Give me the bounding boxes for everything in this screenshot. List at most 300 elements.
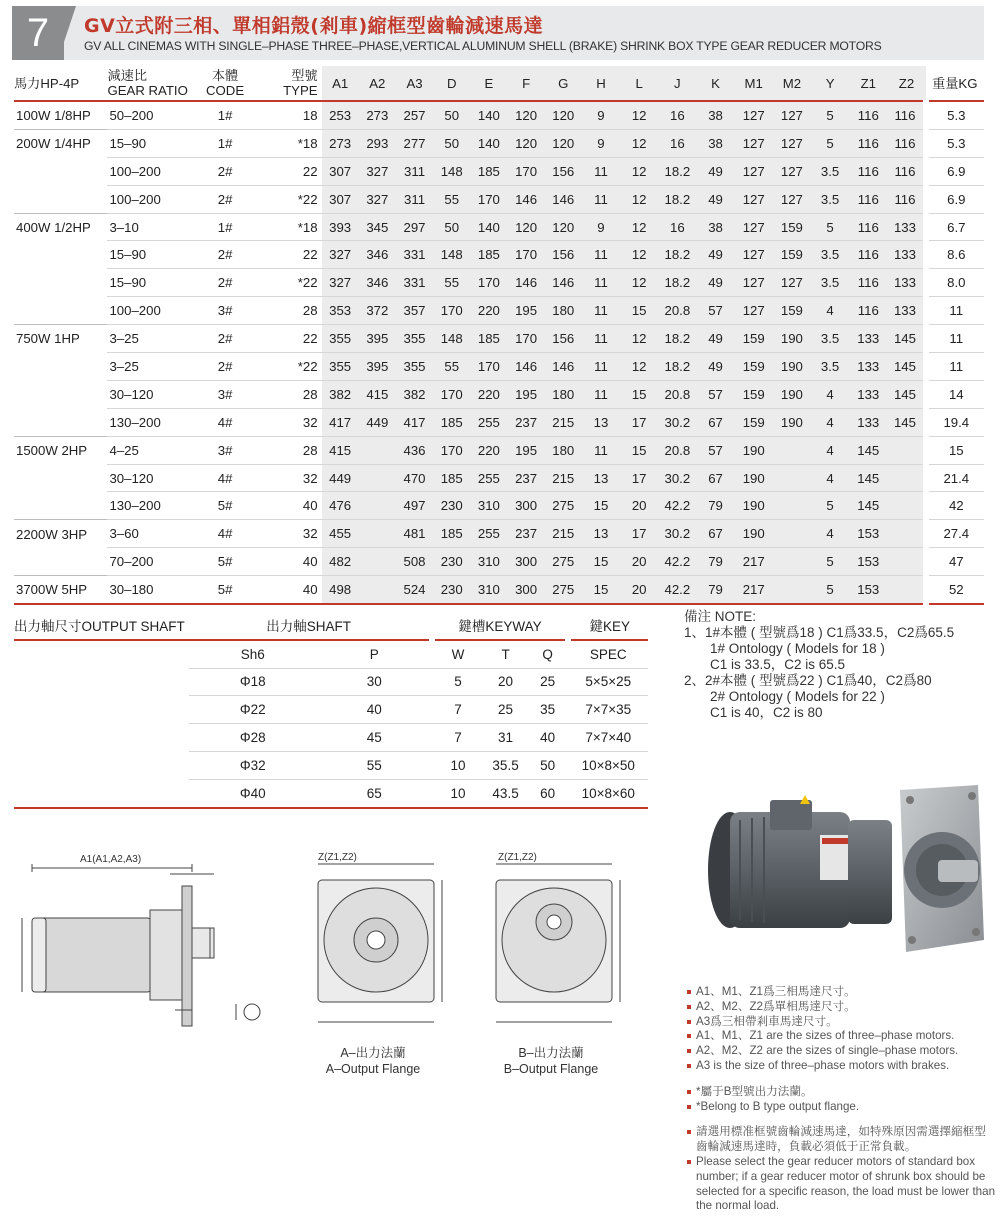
cell-dim: 67 [696, 408, 734, 436]
cell-type: 22 [257, 325, 321, 353]
cell-dim: 331 [396, 269, 433, 297]
cell-dim: 190 [735, 520, 773, 548]
cell-dim: 372 [359, 297, 396, 325]
col-dim: Z2 [887, 66, 925, 101]
cell-hp [14, 297, 107, 325]
cell-dim: 237 [508, 464, 545, 492]
col-hp: 馬力HP-4P [14, 66, 107, 101]
cell-hp [14, 353, 107, 381]
cell-ratio: 4–25 [107, 436, 192, 464]
cell-code: 5# [193, 492, 257, 520]
cell-dim: 3.5 [811, 241, 849, 269]
shaft-cell: 20 [484, 668, 527, 696]
cell-dim: 310 [470, 576, 507, 604]
cell-hp [14, 408, 107, 436]
cell-dim: 382 [396, 380, 433, 408]
cell-dim: 49 [696, 157, 734, 185]
cell-type: *18 [257, 129, 321, 157]
shaft-cell: 10×8×60 [568, 779, 648, 807]
cell-type: 32 [257, 464, 321, 492]
cell-dim [359, 464, 396, 492]
col-weight: 重量KG [926, 66, 984, 101]
cell-dim: 30.2 [658, 464, 696, 492]
cell-dim: 415 [322, 436, 359, 464]
cell-dim: 9 [582, 129, 620, 157]
cell-dim: 38 [696, 129, 734, 157]
cell-dim: 497 [396, 492, 433, 520]
shaft-cell: 7 [432, 724, 485, 752]
col-dim: Y [811, 66, 849, 101]
cell-dim: 355 [396, 353, 433, 381]
motor-body-outline [38, 918, 153, 992]
cell-weight: 11 [926, 325, 984, 353]
cell-dim: 180 [545, 436, 582, 464]
cell-dim: 4 [811, 436, 849, 464]
cell-dim: 331 [396, 241, 433, 269]
cell-dim: 133 [849, 353, 887, 381]
table-row [14, 269, 984, 297]
cell-dim: 476 [322, 492, 359, 520]
cell-dim: 220 [470, 297, 507, 325]
cell-code: 4# [193, 520, 257, 548]
shaft-cell: Φ40 [189, 779, 317, 807]
cell-dim: 153 [849, 520, 887, 548]
table-row [14, 185, 984, 213]
note-line: 2# Ontology ( Models for 22 ) [710, 689, 885, 704]
shaft-row [14, 751, 648, 779]
cell-dim [359, 576, 396, 604]
cell-dim: 327 [322, 269, 359, 297]
cell-ratio: 70–200 [107, 548, 192, 576]
cell-dim [773, 548, 811, 576]
legend-item: A1、M1、Z1 are the sizes of three–phase motors. [686, 1029, 996, 1044]
cell-hp: 1500W 2HP [14, 436, 107, 464]
table-row [14, 380, 984, 408]
legend-item: A1、M1、Z1爲三相馬達尺寸。 [686, 985, 996, 1000]
cell-dim: 148 [433, 325, 470, 353]
table-row [14, 464, 984, 492]
cell-dim [887, 492, 925, 520]
note-line: C1 is 33.5，C2 is 65.5 [710, 657, 846, 672]
cell-type: 40 [257, 548, 321, 576]
cell-dim: 42.2 [658, 576, 696, 604]
table-header-row [14, 66, 984, 101]
col-dim: H [582, 66, 620, 101]
col-sh6: Sh6 [189, 640, 317, 668]
cell-dim: 116 [887, 157, 925, 185]
shaft-cell: 43.5 [484, 779, 527, 807]
cell-dim: 220 [470, 380, 507, 408]
cell-dim: 195 [508, 380, 545, 408]
shaft-col-row [14, 640, 648, 668]
cell-type: *18 [257, 213, 321, 241]
cell-dim: 3.5 [811, 269, 849, 297]
cell-dim: 55 [433, 353, 470, 381]
cell-dim: 255 [470, 464, 507, 492]
cell-code: 5# [193, 548, 257, 576]
col-dim: G [545, 66, 582, 101]
shaft-cell: 7×7×35 [568, 696, 648, 724]
cell-dim: 277 [396, 129, 433, 157]
cell-weight: 14 [926, 380, 984, 408]
cell-hp [14, 548, 107, 576]
cell-dim: 133 [887, 269, 925, 297]
cell-weight: 5.3 [926, 129, 984, 157]
cell-dim: 15 [582, 576, 620, 604]
cell-dim: 159 [773, 213, 811, 241]
cell-dim: 3.5 [811, 157, 849, 185]
cell-hp [14, 241, 107, 269]
cell-dim: 57 [696, 380, 734, 408]
cell-dim: 15 [620, 436, 658, 464]
cell-dim: 116 [849, 157, 887, 185]
col-w: W [432, 640, 485, 668]
shaft-cell: 7×7×40 [568, 724, 648, 752]
cell-weight: 27.4 [926, 520, 984, 548]
cell-dim: 255 [470, 520, 507, 548]
cell-dim: 4 [811, 408, 849, 436]
cell-dim: 470 [396, 464, 433, 492]
cell-dim: 116 [849, 101, 887, 129]
cell-hp [14, 464, 107, 492]
cell-dim: 127 [735, 101, 773, 129]
cell-dim: 16 [658, 101, 696, 129]
group-keyway: 鍵槽KEYWAY [432, 612, 569, 640]
cell-dim: 508 [396, 548, 433, 576]
cell-dim: 395 [359, 325, 396, 353]
cell-dim: 116 [849, 185, 887, 213]
cell-dim: 5 [811, 492, 849, 520]
cell-dim: 180 [545, 297, 582, 325]
shaft-row [14, 779, 648, 807]
cell-weight: 6.9 [926, 185, 984, 213]
cell-dim: 50 [433, 213, 470, 241]
shaft-cell: Φ18 [189, 668, 317, 696]
cell-dim: 145 [849, 492, 887, 520]
cell-dim: 170 [470, 185, 507, 213]
cell-hp: 400W 1/2HP [14, 213, 107, 241]
cell-dim: 120 [545, 129, 582, 157]
col-dim: M1 [735, 66, 773, 101]
cell-dim: 159 [735, 353, 773, 381]
cell-dim [773, 464, 811, 492]
shaft-cell: 60 [527, 779, 569, 807]
cell-ratio: 15–90 [107, 129, 192, 157]
cell-dim: 190 [735, 492, 773, 520]
cell-dim: 15 [582, 548, 620, 576]
cell-dim: 49 [696, 269, 734, 297]
cell-dim [887, 436, 925, 464]
cell-dim: 5 [811, 101, 849, 129]
cell-dim: 195 [508, 436, 545, 464]
cell-dim: 11 [582, 269, 620, 297]
cell-dim: 11 [582, 157, 620, 185]
cell-dim: 159 [773, 297, 811, 325]
cell-dim: 140 [470, 101, 507, 129]
cell-dim: 127 [735, 297, 773, 325]
cell-dim: 230 [433, 492, 470, 520]
col-q: Q [527, 640, 569, 668]
shaft-cell: 50 [527, 751, 569, 779]
cell-dim: 3.5 [811, 185, 849, 213]
cell-dim [359, 492, 396, 520]
cell-dim: 127 [735, 157, 773, 185]
cell-dim: 159 [773, 241, 811, 269]
shaft-cell: 25 [484, 696, 527, 724]
cell-ratio: 15–90 [107, 269, 192, 297]
shaft-cell: 5×5×25 [568, 668, 648, 696]
cell-dim: 498 [322, 576, 359, 604]
cell-dim: 120 [508, 213, 545, 241]
col-dim: J [658, 66, 696, 101]
cell-dim: 140 [470, 213, 507, 241]
cell-dim: 12 [620, 185, 658, 213]
cell-dim: 170 [433, 380, 470, 408]
cell-dim: 311 [396, 185, 433, 213]
notes [684, 609, 994, 721]
cell-dim: 300 [508, 492, 545, 520]
cell-dim: 156 [545, 157, 582, 185]
cell-dim: 13 [582, 408, 620, 436]
table-row [14, 157, 984, 185]
cell-dim: 127 [735, 129, 773, 157]
shaft-cell: 65 [317, 779, 432, 807]
legend-item: A3 is the size of three–phase motors with brakes. [686, 1059, 996, 1074]
cell-dim: 310 [470, 492, 507, 520]
table-row [14, 297, 984, 325]
cell-dim: 15 [620, 380, 658, 408]
cell-dim: 12 [620, 241, 658, 269]
cell-dim: 50 [433, 101, 470, 129]
cell-dim: 297 [396, 213, 433, 241]
cell-hp [14, 269, 107, 297]
cell-dim: 11 [582, 297, 620, 325]
cell-weight: 15 [926, 436, 984, 464]
cell-dim: 481 [396, 520, 433, 548]
cell-code: 3# [193, 436, 257, 464]
col-dim: A2 [359, 66, 396, 101]
col-dim: L [620, 66, 658, 101]
cell-dim: 4 [811, 297, 849, 325]
cell-dim: 170 [508, 325, 545, 353]
cell-dim: 12 [620, 157, 658, 185]
col-type: 型號 TYPE [257, 66, 321, 101]
col-dim: E [470, 66, 507, 101]
cell-hp: 100W 1/8HP [16, 107, 91, 123]
cell-type: 22 [257, 241, 321, 269]
cell-code: 2# [193, 157, 257, 185]
cell-dim: 253 [322, 101, 359, 129]
shaft-cell: Φ22 [189, 696, 317, 724]
cell-code: 2# [193, 185, 257, 213]
cell-weight: 11 [926, 297, 984, 325]
cell-dim: 5 [811, 548, 849, 576]
cell-dim: 190 [735, 464, 773, 492]
cell-dim: 482 [322, 548, 359, 576]
legend-item: 請選用標准框號齒輪減速馬達，如特殊原因需選擇縮框型齒輪減速馬達時，負載必須低于正常負載。 [686, 1125, 996, 1155]
cell-dim: 12 [620, 325, 658, 353]
note-line: 1# Ontology ( Models for 18 ) [710, 641, 885, 656]
cell-dim: 190 [773, 325, 811, 353]
cell-dim: 116 [849, 241, 887, 269]
table-row [14, 241, 984, 269]
cell-dim: 215 [545, 464, 582, 492]
cell-dim: 133 [887, 241, 925, 269]
cell-ratio: 30–180 [107, 576, 192, 604]
cell-weight: 5.3 [926, 101, 984, 129]
cell-type: *22 [257, 185, 321, 213]
cell-code: 2# [193, 269, 257, 297]
cell-dim: 449 [322, 464, 359, 492]
table-row [14, 101, 984, 129]
cell-dim: 9 [582, 101, 620, 129]
cell-dim: 145 [887, 325, 925, 353]
shaft-cell: 35.5 [484, 751, 527, 779]
cell-dim: 524 [396, 576, 433, 604]
cell-dim: 67 [696, 520, 734, 548]
table-row [14, 492, 984, 520]
cell-dim: 170 [433, 436, 470, 464]
cell-dim [773, 576, 811, 604]
output-shaft-table [14, 612, 648, 809]
cell-dim: 393 [322, 213, 359, 241]
table-row [14, 520, 984, 548]
cell-code: 3# [193, 380, 257, 408]
cell-dim: 20.8 [658, 380, 696, 408]
cell-dim: 185 [470, 325, 507, 353]
cell-hp: 3700W 5HP [14, 576, 107, 604]
legend-item: Please select the gear reducer motors of standard box number; if a gear reducer motor of shrunk box should be selected for a specific reason, the load must be lower than the normal load. [686, 1155, 996, 1214]
cell-dim: 190 [773, 380, 811, 408]
cell-dim: 30.2 [658, 408, 696, 436]
col-dim: A3 [396, 66, 433, 101]
legend-item: A2、M2、Z2爲單相馬達尺寸。 [686, 1000, 996, 1015]
cell-type: *22 [257, 269, 321, 297]
cell-dim: 5 [811, 213, 849, 241]
cell-dim: 18.2 [658, 241, 696, 269]
cell-dim: 156 [545, 325, 582, 353]
cell-dim: 300 [508, 576, 545, 604]
cell-type: 28 [257, 380, 321, 408]
side-dim-label: A1(A1,A2,A3) [80, 854, 142, 865]
cell-dim: 15 [582, 492, 620, 520]
cell-dim: 153 [849, 548, 887, 576]
cell-dim: 190 [773, 353, 811, 381]
cell-dim [887, 576, 925, 604]
note-line: 1、1#本體 ( 型號爲18 ) C1爲33.5，C2爲65.5 [684, 625, 955, 640]
cell-weight: 6.9 [926, 157, 984, 185]
cell-dim: 185 [470, 241, 507, 269]
cell-dim: 13 [582, 520, 620, 548]
cell-dim: 382 [322, 380, 359, 408]
cell-dim: 257 [396, 101, 433, 129]
cell-dim: 127 [735, 269, 773, 297]
cell-dim: 116 [849, 213, 887, 241]
col-dim: A1 [322, 66, 359, 101]
section-number: 7 [12, 6, 64, 60]
cell-dim: 346 [359, 269, 396, 297]
cell-hp: 750W 1HP [14, 325, 107, 353]
cell-ratio: 130–200 [107, 408, 192, 436]
cell-dim: 12 [620, 101, 658, 129]
cell-dim: 145 [849, 464, 887, 492]
cell-dim [773, 492, 811, 520]
cell-type: 28 [257, 297, 321, 325]
cell-dim: 3.5 [811, 325, 849, 353]
dimension-table [14, 66, 984, 605]
cell-ratio: 130–200 [107, 492, 192, 520]
cell-ratio: 100–200 [107, 157, 192, 185]
cell-dim: 357 [396, 297, 433, 325]
cell-code: 3# [193, 297, 257, 325]
cell-hp [14, 492, 107, 520]
cell-dim: 20 [620, 576, 658, 604]
shaft-cell: 55 [317, 751, 432, 779]
table-row [14, 129, 984, 157]
cell-weight: 11 [926, 353, 984, 381]
cell-code: 1# [193, 101, 257, 129]
cell-hp: 2200W 3HP [14, 520, 107, 548]
cell-dim: 12 [620, 269, 658, 297]
header-slash [58, 6, 76, 60]
cell-dim: 20 [620, 492, 658, 520]
cell-dim: 170 [470, 269, 507, 297]
cell-dim: 49 [696, 353, 734, 381]
cell-dim: 355 [322, 325, 359, 353]
cell-dim: 140 [470, 129, 507, 157]
cell-dim: 116 [887, 129, 925, 157]
cell-dim: 18.2 [658, 185, 696, 213]
shaft-cell: 5 [432, 668, 485, 696]
shaft-cell: 25 [527, 668, 569, 696]
cell-dim [359, 520, 396, 548]
col-t: T [484, 640, 527, 668]
cell-dim: 133 [887, 213, 925, 241]
cell-dim: 190 [735, 436, 773, 464]
cell-dim: 145 [887, 408, 925, 436]
cell-dim: 18.2 [658, 269, 696, 297]
cell-dim: 353 [322, 297, 359, 325]
title-chinese: GV立式附三相、單相鋁殼(剎車)縮框型齒輪減速馬達 [84, 15, 544, 37]
cell-dim: 300 [508, 548, 545, 576]
cell-dim: 311 [396, 157, 433, 185]
cell-dim: 42.2 [658, 548, 696, 576]
table-row [14, 548, 984, 576]
cell-dim: 148 [433, 157, 470, 185]
cell-code: 4# [193, 464, 257, 492]
legend-item: *Belong to B type output flange. [686, 1100, 996, 1115]
cell-hp [14, 157, 107, 185]
cell-dim: 15 [620, 297, 658, 325]
cell-dim: 11 [582, 325, 620, 353]
cell-dim: 327 [322, 241, 359, 269]
cell-dim: 120 [545, 213, 582, 241]
cell-dim: 327 [359, 185, 396, 213]
table-row [14, 576, 984, 604]
col-code: 本體 CODE [193, 66, 257, 101]
cell-ratio: 3–10 [107, 213, 192, 241]
flange-b-dim-label: Z(Z1,Z2) [498, 852, 537, 863]
cell-dim: 11 [582, 353, 620, 381]
cell-hp: 200W 1/4HP [14, 129, 107, 157]
cell-dim: 395 [359, 353, 396, 381]
cell-dim [359, 548, 396, 576]
cell-dim: 17 [620, 464, 658, 492]
cell-dim: 415 [359, 380, 396, 408]
cell-dim: 133 [849, 325, 887, 353]
cell-hp [14, 380, 107, 408]
table-row [14, 436, 984, 464]
